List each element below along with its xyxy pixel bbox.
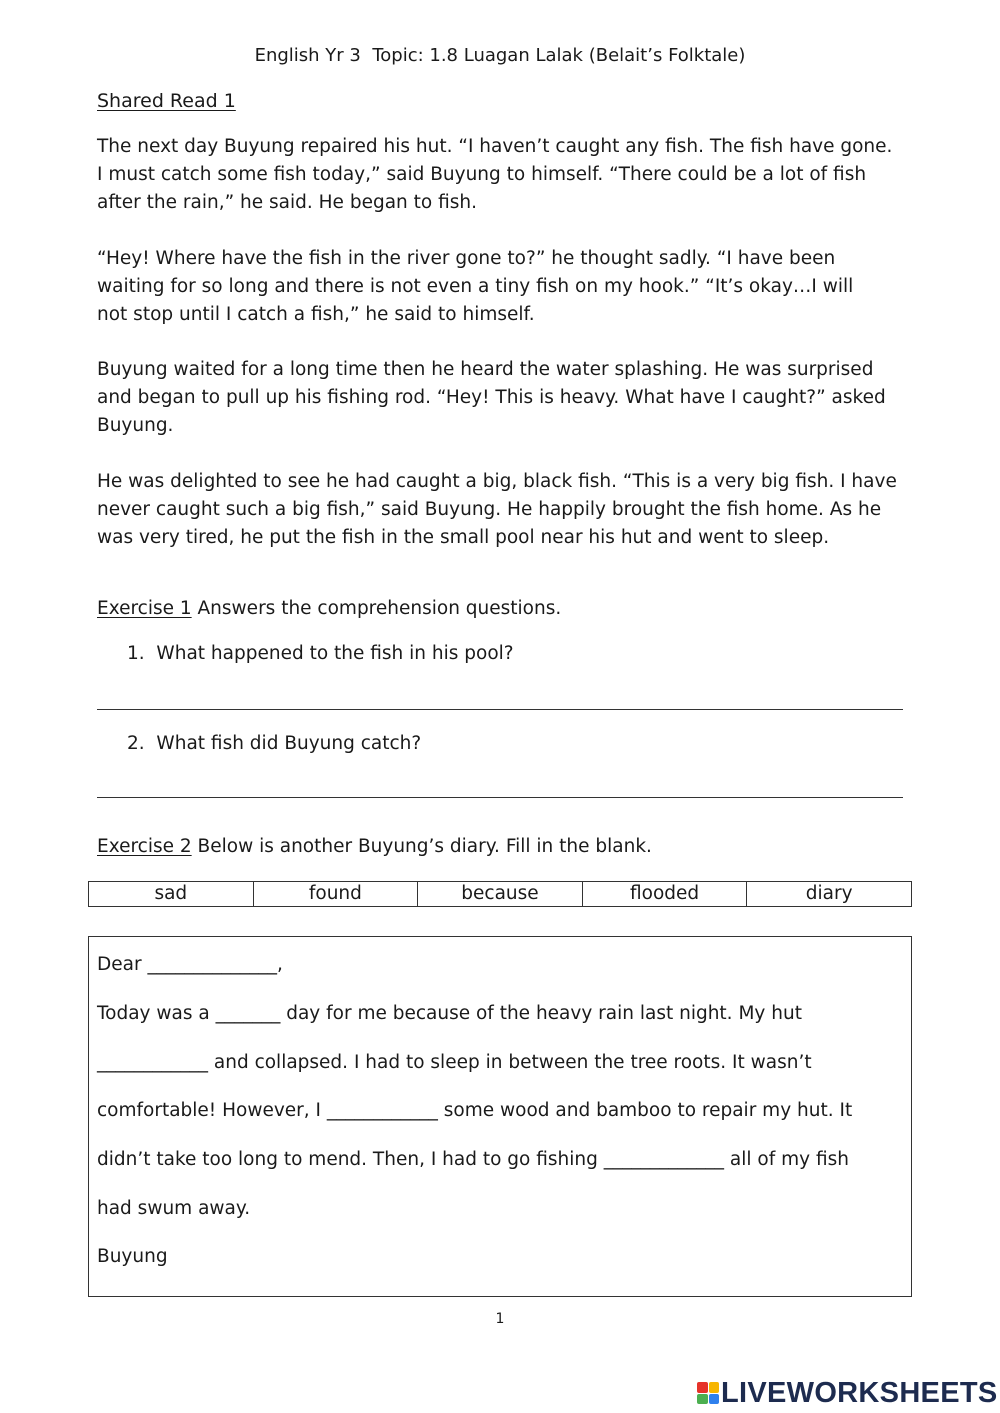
question-number: 1. [127,643,145,664]
diary-line: ____________ and collapsed. I had to sleep in between the tree roots. It wasn’t [97,1052,812,1073]
exercise1-label: Exercise 1 [97,598,192,619]
story-line: and began to pull up his fishing rod. “Hey! This is heavy. What have I caught?” asked [97,387,886,408]
question-number: 2. [127,733,145,754]
answer-line-1[interactable] [97,709,903,710]
diary-signature: Buyung [97,1246,168,1267]
word-bank [88,881,912,907]
exercise1-heading [97,598,561,619]
story-paragraph [97,356,917,440]
word-bank-item: diary [747,882,912,907]
liveworksheets-mark-icon [697,1382,719,1404]
story-line: waiting for so long and there is not even a tiny fish on my hook.” “It’s okay…I will [97,276,854,297]
question-item [127,733,421,754]
word-bank-item: flooded [582,882,747,907]
worksheet-header [0,45,1000,66]
question-text: What happened to the fish in his pool? [156,643,514,664]
exercise2-label: Exercise 2 [97,836,192,857]
diary-line: didn’t take too long to mend. Then, I had to go fishing _____________ all of my fish [97,1149,849,1170]
answer-line-2[interactable] [97,797,903,798]
page-number: 1 [495,1311,505,1327]
exercise1-instruction: Answers the comprehension questions. [197,598,562,619]
liveworksheets-logo[interactable] [697,1378,998,1408]
question-text: What fish did Buyung catch? [156,733,422,754]
word-bank-item: because [418,882,583,907]
question-item [127,643,514,664]
story-paragraph [97,133,917,217]
exercise2-heading [97,836,652,857]
exercise2-instruction: Below is another Buyung’s diary. Fill in the blank. [197,836,652,857]
story-line: I must catch some fish today,” said Buyung to himself. “There could be a lot of fish [97,164,867,185]
subject-label: English Yr 3 [254,45,361,66]
brand-name: LIVEWORKSHEETS [721,1376,998,1409]
story-line: The next day Buyung repaired his hut. “I haven’t caught any fish. The fish have gone. [97,136,893,157]
diary-line: Today was a _______ day for me because of the heavy rain last night. My hut [97,1003,802,1024]
story-paragraph [97,245,917,329]
story-line: Buyung. [97,415,174,436]
diary-greeting: Dear ______________, [97,954,283,975]
topic-label: Topic: 1.8 Luagan Lalak (Belait’s Folktale) [372,45,746,66]
story-line: after the rain,” he said. He began to fish. [97,192,477,213]
story-line: He was delighted to see he had caught a big, black fish. “This is a very big fish. I have [97,471,897,492]
story-paragraph [97,468,917,552]
word-bank-item: sad [89,882,254,907]
diary-line: had swum away. [97,1198,251,1219]
story-line: was very tired, he put the fish in the small pool near his hut and went to sleep. [97,527,830,548]
story-line: “Hey! Where have the fish in the river gone to?” he thought sadly. “I have been [97,248,836,269]
word-bank-item: found [253,882,418,907]
story-line: Buyung waited for a long time then he heard the water splashing. He was surprised [97,359,874,380]
shared-read-title: Shared Read 1 [97,90,236,112]
story-line: not stop until I catch a fish,” he said to himself. [97,304,535,325]
diary-line: comfortable! However, I ____________ some wood and bamboo to repair my hut. It [97,1100,853,1121]
story-line: never caught such a big fish,” said Buyung. He happily brought the fish home. As he [97,499,882,520]
